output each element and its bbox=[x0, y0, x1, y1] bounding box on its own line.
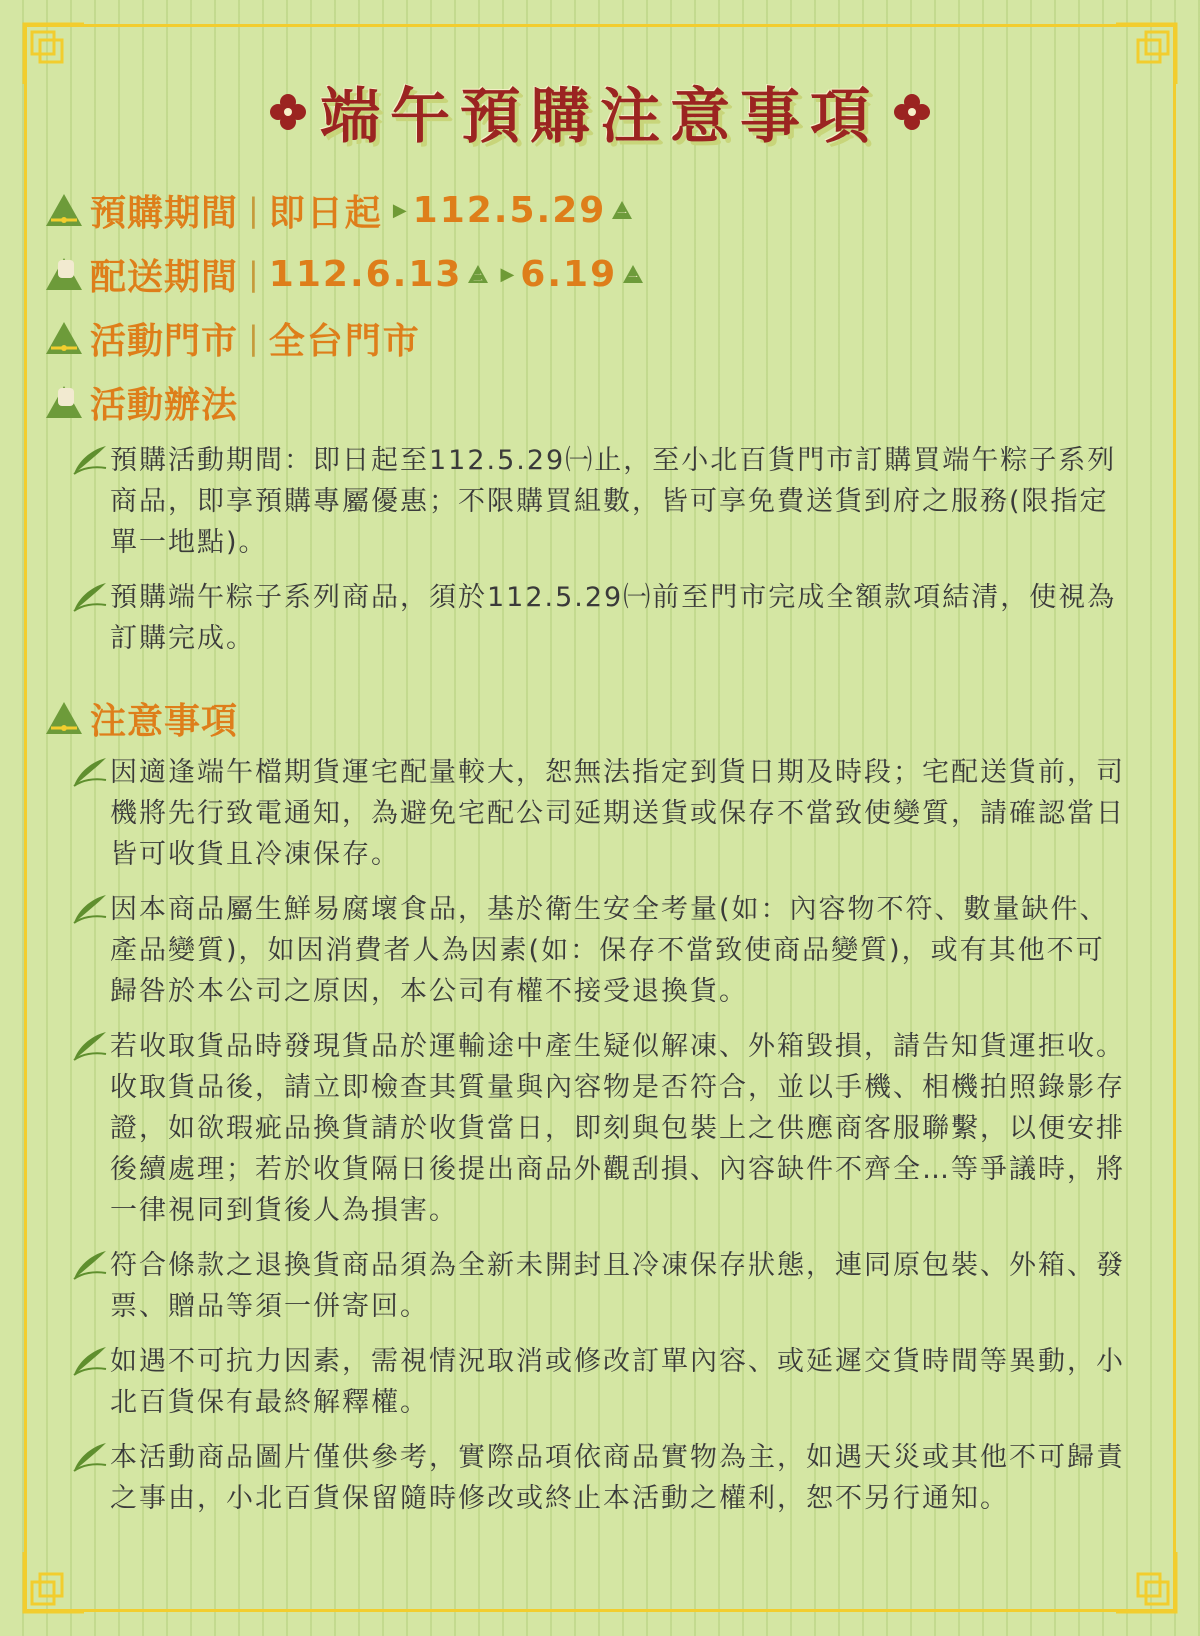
section-header-activity bbox=[42, 374, 238, 430]
weekday-badge-icon bbox=[610, 199, 634, 221]
bamboo-leaf-icon bbox=[68, 1249, 108, 1281]
bamboo-leaf-icon bbox=[68, 1030, 108, 1062]
bamboo-leaf-icon bbox=[68, 756, 108, 788]
info-value: 6.19 bbox=[520, 253, 618, 295]
section-title: 活動辦法 bbox=[90, 384, 239, 426]
triangle-right-icon: ▶ bbox=[392, 199, 407, 221]
info-value: 112.6.13 bbox=[268, 253, 463, 295]
list-item-text: 預購活動期間：即日起至112.5.29㈠止，至小北百貨門市訂購買端午粽子系列商品，即享預購專屬優惠；不限購買組數，皆可享免費送貨到府之服務(限指定單一地點)。 bbox=[110, 445, 1117, 558]
weekday-badge-icon bbox=[466, 263, 490, 285]
list-item bbox=[68, 752, 1128, 875]
section-title: 注意事項 bbox=[90, 700, 239, 742]
separator: | bbox=[248, 319, 259, 357]
list-item bbox=[68, 577, 1128, 659]
zongzi-icon bbox=[42, 318, 86, 358]
triangle-right-icon: ▶ bbox=[500, 263, 515, 285]
list-item-text: 如遇不可抗力因素，需視情況取消或修改訂單內容、或延遲交貨時間等異動，小北百貨保有最終解釋權。 bbox=[110, 1346, 1125, 1418]
weekday-badge-icon bbox=[621, 263, 645, 285]
svg-text:一: 一 bbox=[617, 209, 628, 220]
list-item bbox=[68, 1026, 1128, 1231]
zongzi-icon bbox=[42, 382, 86, 422]
bamboo-leaf-icon bbox=[68, 893, 108, 925]
zongzi-icon bbox=[42, 190, 86, 230]
bamboo-leaf-icon bbox=[68, 581, 108, 613]
list-item bbox=[68, 1245, 1128, 1327]
separator: | bbox=[248, 191, 259, 229]
info-row-stores bbox=[42, 310, 421, 366]
list-item-text: 預購端午粽子系列商品，須於112.5.29㈠前至門市完成全額款項結清，使視為訂購完成。 bbox=[110, 582, 1117, 654]
svg-text:一: 一 bbox=[628, 273, 639, 284]
info-value: 全台門市 bbox=[268, 320, 421, 362]
info-label: 預購期間 bbox=[90, 192, 239, 234]
list-item-text: 本活動商品圖片僅供參考，實際品項依商品實物為主，如遇天災或其他不可歸責之事由，小北百貨保留隨時修改或終止本活動之權利，恕不另行通知。 bbox=[110, 1442, 1125, 1514]
flower-ornament-icon bbox=[892, 92, 932, 132]
title-row bbox=[0, 70, 1200, 154]
info-value: 即日起 bbox=[268, 192, 383, 234]
info-value: 112.5.29 bbox=[412, 189, 607, 231]
info-row-delivery-period bbox=[42, 246, 645, 302]
zongzi-icon bbox=[42, 698, 86, 738]
flower-ornament-icon bbox=[268, 92, 308, 132]
bamboo-leaf-icon bbox=[68, 1345, 108, 1377]
corner-ornament-icon bbox=[1114, 1550, 1178, 1614]
info-label: 配送期間 bbox=[90, 256, 239, 298]
zongzi-icon bbox=[42, 254, 86, 294]
svg-text:二: 二 bbox=[473, 273, 484, 284]
info-label: 活動門市 bbox=[90, 320, 239, 362]
list-item bbox=[68, 889, 1128, 1012]
section-header-notes bbox=[42, 690, 238, 746]
list-item bbox=[68, 1437, 1128, 1519]
activity-list bbox=[68, 440, 1128, 673]
page-title: 端午預購注意事項 bbox=[320, 82, 880, 152]
list-item bbox=[68, 440, 1128, 563]
info-row-presale-period bbox=[42, 182, 634, 238]
bamboo-leaf-icon bbox=[68, 444, 108, 476]
list-item-text: 若收取貨品時發現貨品於運輸途中產生疑似解凍、外箱毀損，請告知貨運拒收。收取貨品後，請立即檢查其質量與內容物是否符合，並以手機、相機拍照錄影存證，如欲瑕疵品換貨請於收貨當日，即刻與包裝上之供應商客服聯繫，以便安排後續處理；若於收貨隔日後提出商品外觀刮損、內容缺件不齊全…等爭議時，將一律視同到貨後人為損害。 bbox=[110, 1031, 1125, 1226]
list-item-text: 符合條款之退換貨商品須為全新未開封且冷凍保存狀態，連同原包裝、外箱、發票、贈品等須一併寄回。 bbox=[110, 1250, 1125, 1322]
notes-list bbox=[68, 752, 1128, 1533]
list-item bbox=[68, 1341, 1128, 1423]
corner-ornament-icon bbox=[22, 1550, 86, 1614]
list-item-text: 因適逢端午檔期貨運宅配量較大，恕無法指定到貨日期及時段；宅配送貨前，司機將先行致電通知，為避免宅配公司延期送貨或保存不當致使變質，請確認當日皆可收貨且冷凍保存。 bbox=[110, 757, 1125, 870]
list-item-text: 因本商品屬生鮮易腐壞食品，基於衛生安全考量(如：內容物不符、數量缺件、產品變質)，如因消費者人為因素(如：保存不當致使商品變質)，或有其他不可歸咎於本公司之原因，本公司有權不接受退換貨。 bbox=[110, 894, 1109, 1007]
bamboo-leaf-icon bbox=[68, 1441, 108, 1473]
separator: | bbox=[248, 255, 259, 293]
